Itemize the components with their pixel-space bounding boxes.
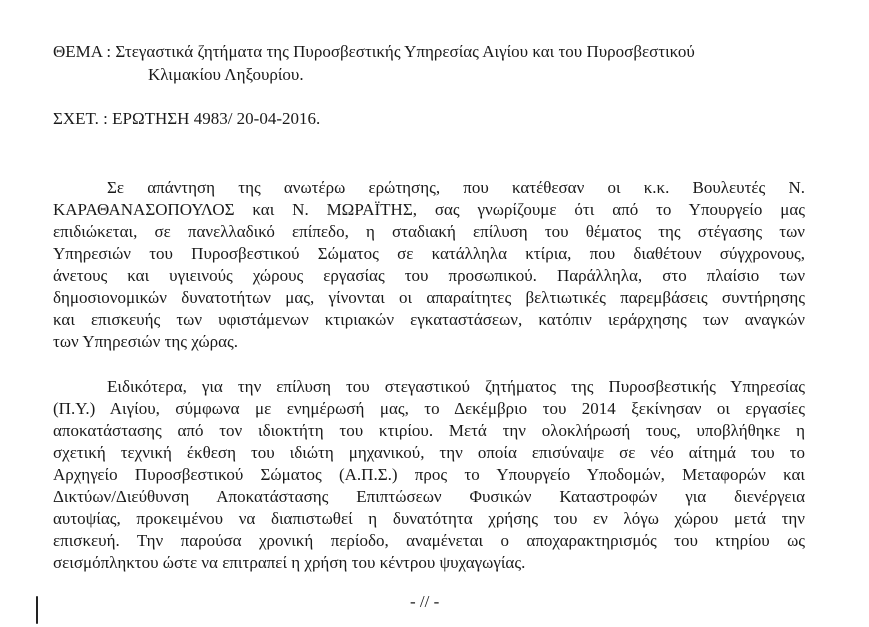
paragraph2-line: Ειδικότερα, για την επίλυση του στεγαστικού ζητήματος της Πυροσβεστικής Υπηρεσίας — [107, 377, 805, 396]
reference-line: ΣΧΕΤ. : ΕΡΩΤΗΣΗ 4983/ 20-04-2016. — [53, 109, 321, 128]
paragraph2-line: Αρχηγείο Πυροσβεστικού Σώματος (Α.Π.Σ.) προς το Υπουργείο Υποδομών, Μεταφορών και — [53, 465, 805, 484]
paragraph1-line: Σε απάντηση της ανωτέρω ερώτησης, που κατέθεσαν οι κ.κ. Βουλευτές Ν. — [107, 178, 805, 197]
paragraph1-line: δημοσιονομικών δυνατοτήτων μας, γίνονται οι απαραίτητες βελτιωτικές παρεμβάσεις συντήρησης — [53, 288, 805, 307]
paragraph2-line: σεισμόπληκτου ώστε να επιτραπεί η χρήση του κέντρου ψυχαγωγίας. — [53, 553, 526, 572]
paragraph1-line: επιδιώκεται, σε πανελλαδικό επίπεδο, η σταδιακή επίλυση του θέματος της στέγασης των — [53, 222, 805, 241]
paragraph2-line: σχετική τεχνική έκθεση του ιδιώτη μηχανικού, την οποία επισύναψε σε νέο αίτημά του το — [53, 443, 805, 462]
paragraph2-line: επισκευή. Την παρούσα χρονική περίοδο, αναμένεται ο αποχαρακτηρισμός του κτηρίου ως — [53, 531, 805, 550]
paragraph1-line: ΚΑΡΑΘΑΝΑΣΟΠΟΥΛΟΣ και Ν. ΜΩΡΑΪΤΗΣ, σας γνωρίζουμε ότι από το Υπουργείο μας — [53, 200, 805, 219]
paragraph1-line: Υπηρεσιών του Πυροσβεστικού Σώματος σε κατάλληλα κτίρια, που διαθέτουν σύγχρονους, — [53, 244, 805, 263]
margin-mark — [36, 596, 38, 624]
paragraph2-line: αυτοψίας, προκειμένου να διαπιστωθεί η δυνατότητα χρήσης του εν λόγω χώρου μετά την — [53, 509, 805, 528]
paragraph2-line: (Π.Υ.) Αιγίου, σύμφωνα με ενημέρωσή μας, το Δεκέμβριο του 2014 ξεκίνησαν οι εργασίες — [53, 399, 805, 418]
page-number: - // - — [410, 592, 440, 611]
paragraph1-line: άνετους και υγιεινούς χώρους εργασίας του προσωπικού. Παράλληλα, στο πλαίσιο των — [53, 266, 805, 285]
paragraph2-line: Δικτύων/Διεύθυνση Αποκατάστασης Επιπτώσεων Φυσικών Καταστροφών για διενέργεια — [53, 487, 805, 506]
subject-line: ΘΕΜΑ : Στεγαστικά ζητήματα της Πυροσβεστικής Υπηρεσίας Αιγίου και του Πυροσβεστικού — [53, 42, 695, 61]
paragraph1-line: των Υπηρεσιών της χώρας. — [53, 332, 238, 351]
subject-continuation: Κλιμακίου Ληξουρίου. — [148, 65, 304, 84]
paragraph2-line: αποκατάστασης από τον ιδιοκτήτη του κτιρίου. Μετά την ολοκλήρωσή τους, υποβλήθηκε η — [53, 421, 805, 440]
paragraph1-line: και επισκευής των υφιστάμενων κτιριακών εγκαταστάσεων, κατόπιν ιεράρχησης των αναγκών — [53, 310, 805, 329]
